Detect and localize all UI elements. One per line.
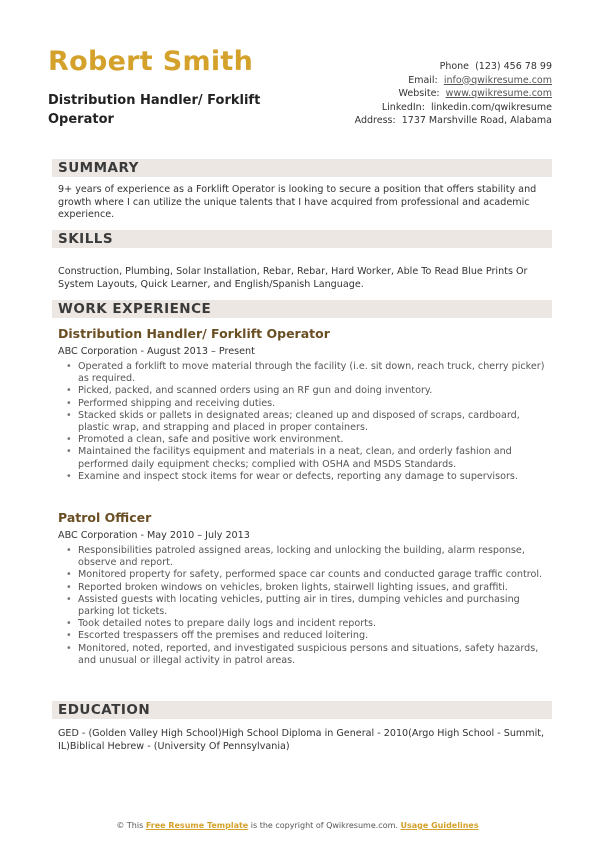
job-bullet: • Promoted a clean, safe and positive work environment. <box>66 434 548 446</box>
phone-value: (123) 456 78 99 <box>475 61 552 72</box>
education-heading: EDUCATION <box>58 702 151 718</box>
job-title: Distribution Handler/ Forklift Operator <box>58 326 330 341</box>
job-bullet: • Picked, packed, and scanned orders using an RF gun and doing inventory. <box>66 385 548 397</box>
summary-text: 9+ years of experience as a Forklift Operator is looking to secure a position that offers stability and growth where I can utilize the unique talents that I have acquired from professional and academic experience. <box>58 184 537 220</box>
linkedin-label: LinkedIn: <box>381 101 425 113</box>
job-bullet: • Responsibilities patroled assigned areas, locking and unlocking the building, alarm response, observe and report. <box>66 545 548 569</box>
resume-header <box>48 46 552 136</box>
summary-heading-bar <box>52 159 552 177</box>
phone-label: Phone <box>439 61 470 72</box>
job-bullet: • Monitored property for safety, performed space car counts and conducted garage traffic control. <box>66 569 548 581</box>
education-text: GED - (Golden Valley High School)High School Diploma in General - 2010(Argo High School - Summit, IL)Biblical Hebrew - (University Of Pennsylvania) <box>58 728 545 752</box>
free-resume-template-link[interactable]: Free Resume Template <box>145 821 249 830</box>
job-bullet-list <box>66 545 548 667</box>
contact-linkedin-row <box>355 101 552 115</box>
address-label: Address: <box>354 115 396 126</box>
website-link[interactable]: www.qwikresume.com <box>445 88 552 99</box>
job-bullet: • Operated a forklift to move material through the facility (i.e. sit down, reach truck, cherry picker) as required. <box>66 361 548 385</box>
job-bullet: • Assisted guests with locating vehicles, putting air in tires, dumping vehicles and purchasing parking lot tickets. <box>66 594 548 618</box>
email-link[interactable]: info@qwikresume.com <box>443 74 552 86</box>
contact-block <box>355 60 552 128</box>
skills-text: Construction, Plumbing, Solar Installation, Rebar, Rebar, Hard Worker, Able To Read Blue Prints Or System Layouts, Quick Learner, and English/Spanish Language. <box>58 266 528 290</box>
candidate-name: Robert Smith <box>48 46 254 77</box>
footer-prefix: © This <box>116 821 144 830</box>
footer-middle: is the copyright of Qwikresume.com. <box>250 821 398 830</box>
job-bullet: • Stacked skids or pallets in designated areas; cleaned up and disposed of scraps, cardboard, plastic wrap, and strapping and placed in proper containers. <box>66 410 548 434</box>
job-bullet: • Took detailed notes to prepare daily logs and incident reports. <box>66 618 548 630</box>
experience-heading: WORK EXPERIENCE <box>58 301 212 317</box>
job-bullet: • Reported broken windows on vehicles, broken lights, stairwell lighting issues, and graffiti. <box>66 582 548 594</box>
contact-email-row <box>355 74 552 88</box>
education-heading-bar <box>52 701 552 719</box>
job-bullet: • Monitored, noted, reported, and investigated suspicious persons and situations, safety hazards, and unusual or illegal activity in patrol areas. <box>66 643 548 667</box>
job-meta: ABC Corporation - August 2013 – Present <box>58 346 255 357</box>
job-title: Patrol Officer <box>58 510 152 525</box>
contact-address-row <box>355 114 552 128</box>
experience-heading-bar <box>52 300 552 318</box>
website-label: Website: <box>398 88 440 99</box>
job-bullet: • Escorted trespassers off the premises and reduced loitering. <box>66 630 548 642</box>
job-meta: ABC Corporation - May 2010 – July 2013 <box>58 530 250 541</box>
linkedin-value: linkedin.com/qwikresume <box>430 101 552 113</box>
page-footer <box>0 821 595 830</box>
candidate-title: Distribution Handler/ Forklift Operator <box>48 93 261 127</box>
job-bullet: • Performed shipping and receiving duties. <box>66 398 548 410</box>
job-bullet-list <box>66 361 548 483</box>
skills-heading-bar <box>52 230 552 248</box>
skills-heading: SKILLS <box>58 231 114 247</box>
contact-website-row <box>355 87 552 101</box>
address-value: 1737 Marshville Road, Alabama <box>401 115 552 126</box>
email-label: Email: <box>408 74 438 86</box>
summary-heading: SUMMARY <box>58 160 139 176</box>
job-bullet: • Maintained the facilitys equipment and materials in a neat, clean, and orderly fashion and performed daily equipment checks; complied with OSHA and MSDS Standards. <box>66 446 548 470</box>
job-bullet: • Examine and inspect stock items for wear or defects, reporting any damage to supervisors. <box>66 471 548 483</box>
usage-guidelines-link[interactable]: Usage Guidelines <box>400 821 479 830</box>
contact-phone-row <box>355 60 552 74</box>
